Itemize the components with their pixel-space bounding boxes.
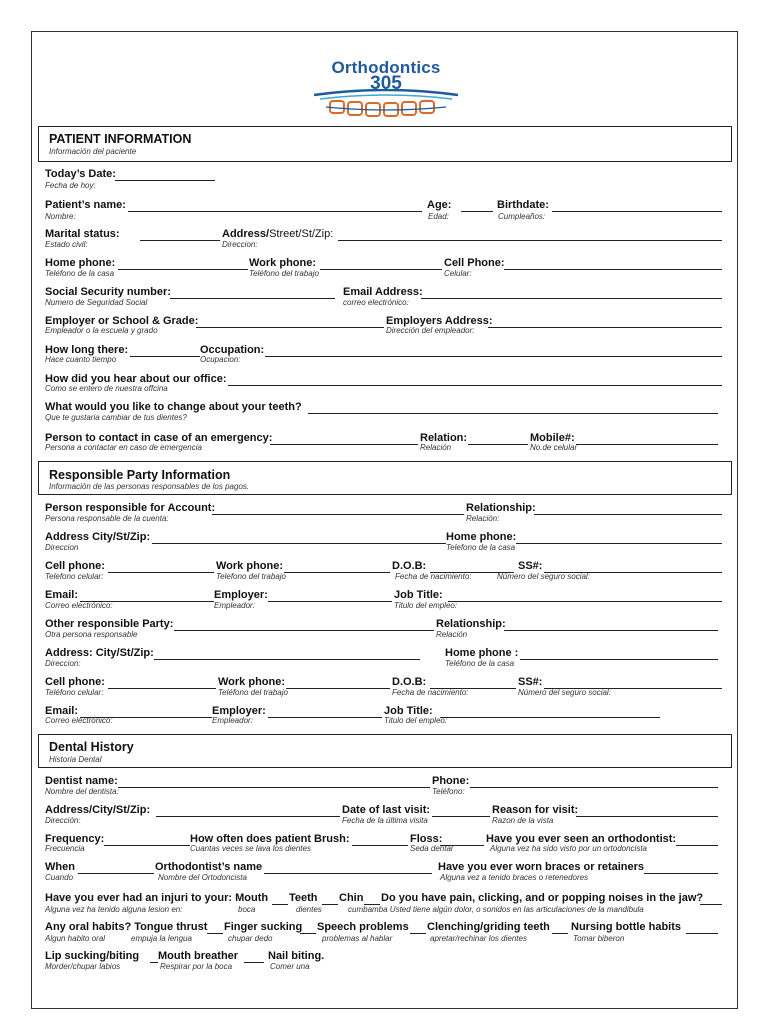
todays-date-sub: Fecha de hoy: bbox=[45, 181, 96, 190]
resp2-job-title-sub: Titulo del empleo: bbox=[384, 716, 448, 725]
braces-label: Have you ever worn braces or retainers bbox=[438, 861, 645, 873]
section-subtitle: Información del paciente bbox=[49, 147, 137, 156]
cell-phone-sub: Celular: bbox=[444, 269, 472, 278]
resp-home-phone-label: Home phone: bbox=[446, 531, 517, 543]
section-title: Dental History bbox=[49, 740, 134, 754]
resp-home-phone-field[interactable] bbox=[516, 543, 722, 544]
injury-mouth-label: Have you ever had an injuri to your: Mouth bbox=[45, 892, 269, 904]
resp2-home-phone-sub: Teléfono de la casa bbox=[445, 659, 515, 668]
resp2-job-title-label: Job Title: bbox=[384, 705, 433, 717]
tongue-thrust-field[interactable] bbox=[207, 933, 223, 934]
mobile-sub: No.de celular bbox=[530, 443, 578, 452]
todays-date-label: Today’s Date: bbox=[45, 168, 116, 180]
resp-ss-sub: Número del seguro social: bbox=[497, 572, 590, 581]
brush-label: How often does patient Brush: bbox=[190, 833, 350, 845]
resp-email-label: Email: bbox=[45, 589, 79, 601]
dentist-phone-sub: Teléfono: bbox=[432, 787, 465, 796]
mouth-breather-label: Mouth breather bbox=[158, 950, 239, 962]
logo-line1: Orthodontics bbox=[331, 58, 441, 77]
relationship2-sub: Relación bbox=[436, 630, 468, 639]
relationship2-label: Relationship: bbox=[436, 618, 506, 630]
resp2-address-label: Address: City/St/Zip: bbox=[45, 647, 154, 659]
injury-mouth-field[interactable] bbox=[272, 904, 288, 905]
injury-mouth-sub: boca bbox=[238, 905, 256, 914]
clenching-field[interactable] bbox=[552, 933, 568, 934]
dentist-address-label: Address/City/St/Zip: bbox=[45, 804, 151, 816]
lip-sucking-sub: Morder/chupar labios bbox=[45, 962, 121, 971]
jaw-noises-field[interactable] bbox=[700, 904, 722, 905]
employer-address-field[interactable] bbox=[488, 327, 722, 328]
resp2-job-title-field[interactable] bbox=[440, 717, 660, 718]
braces-smile-icon bbox=[306, 89, 466, 121]
jaw-noises-label: Do you have pain, clicking, and or popping noises in the jaw? bbox=[381, 892, 704, 904]
resp2-employer-label: Employer: bbox=[212, 705, 266, 717]
orthodontist-name-label: Orthodontist’s name bbox=[155, 861, 263, 873]
resp2-cell-sub: Teléfono celular: bbox=[45, 688, 104, 697]
speech-problems-label: Speech problems bbox=[317, 921, 409, 933]
emergency-contact-label: Person to contact in case of an emergency: bbox=[45, 432, 273, 444]
relationship2-field[interactable] bbox=[504, 630, 718, 631]
speech-problems-sub: problemas al hablar bbox=[322, 934, 393, 943]
dentist-name-field[interactable] bbox=[118, 787, 430, 788]
nail-biting-label: Nail biting. bbox=[268, 950, 325, 962]
employer-address-label: Employers Address: bbox=[386, 315, 493, 327]
when-label: When bbox=[45, 861, 75, 873]
relationship-field[interactable] bbox=[534, 514, 722, 515]
how-long-label: How long there: bbox=[45, 344, 129, 356]
last-visit-label: Date of last visit: bbox=[342, 804, 431, 816]
referral-field[interactable] bbox=[228, 385, 722, 386]
resp2-dob-label: D.O.B: bbox=[392, 676, 427, 688]
todays-date-field[interactable] bbox=[115, 180, 215, 181]
section-title: Responsible Party Information bbox=[49, 468, 231, 482]
when-field[interactable] bbox=[78, 873, 154, 874]
resp2-work-sub: Teléfono del trabajo bbox=[218, 688, 288, 697]
resp2-home-phone-field[interactable] bbox=[520, 659, 718, 660]
emergency-contact-sub: Persona a contactar en caso de emergencia bbox=[45, 443, 202, 452]
clenching-label: Clenching/griding teeth bbox=[427, 921, 550, 933]
change-teeth-sub: Que te gustaria cambiar de tus dientes? bbox=[45, 413, 187, 422]
address-sub: Direccion: bbox=[222, 240, 258, 249]
floss-sub: Seda dental bbox=[410, 844, 453, 853]
how-long-sub: Hace cuanto tiempo bbox=[45, 355, 117, 364]
resp2-employer-sub: Empleador: bbox=[212, 716, 253, 725]
work-phone-sub: Teléfono del trabajo bbox=[249, 269, 319, 278]
work-phone-label: Work phone: bbox=[249, 257, 317, 269]
visit-reason-sub: Razon de la vista bbox=[492, 816, 554, 825]
bottle-habits-sub: Tomar biberon bbox=[573, 934, 625, 943]
resp-dob-label: D.O.B: bbox=[392, 560, 427, 572]
resp-employer-field[interactable] bbox=[268, 601, 392, 602]
finger-sucking-label: Finger sucking bbox=[224, 921, 303, 933]
patient-name-sub: Nombre: bbox=[45, 212, 76, 221]
change-teeth-label: What would you like to change about your teeth? bbox=[45, 401, 302, 413]
brush-sub: Cuantas veces se lava los dientes bbox=[190, 844, 311, 853]
resp2-cell-label: Cell phone: bbox=[45, 676, 105, 688]
mobile-field[interactable] bbox=[576, 444, 718, 445]
resp2-employer-field[interactable] bbox=[268, 717, 382, 718]
employer-address-sub: Dirección del empleador: bbox=[386, 326, 475, 335]
ssn-label: Social Security number: bbox=[45, 286, 171, 298]
age-sub: Edad: bbox=[428, 212, 449, 221]
relation-label: Relation: bbox=[420, 432, 468, 444]
occupation-field[interactable] bbox=[265, 356, 722, 357]
relation-field[interactable] bbox=[468, 444, 528, 445]
seen-orthodontist-field[interactable] bbox=[676, 845, 718, 846]
relation-sub: Relación bbox=[420, 443, 452, 452]
seen-orthodontist-sub: Alguna vez ha sido visto por un ortodoncista bbox=[490, 844, 647, 853]
resp-job-title-label: Job Title: bbox=[394, 589, 443, 601]
marital-status-sub: Estado civil: bbox=[45, 240, 88, 249]
marital-status-field[interactable] bbox=[140, 240, 220, 241]
address-field[interactable] bbox=[338, 240, 722, 241]
occupation-sub: Ocupacion: bbox=[200, 355, 241, 364]
address-label: Address/Street/St/Zip: bbox=[222, 228, 334, 240]
relationship-sub: Relación: bbox=[466, 514, 500, 523]
email-sub: correo electrónico: bbox=[343, 298, 409, 307]
resp2-ss-label: SS#: bbox=[518, 676, 543, 688]
finger-sucking-field[interactable] bbox=[300, 933, 316, 934]
injury-teeth-field[interactable] bbox=[322, 904, 338, 905]
referral-label: How did you hear about our office: bbox=[45, 373, 227, 385]
section-title: PATIENT INFORMATION bbox=[49, 132, 192, 146]
resp2-home-phone-label: Home phone : bbox=[445, 647, 519, 659]
dentist-phone-label: Phone: bbox=[432, 775, 470, 787]
resp-address-field[interactable] bbox=[152, 543, 446, 544]
bottle-habits-field[interactable] bbox=[686, 933, 718, 934]
dentist-name-label: Dentist name: bbox=[45, 775, 118, 787]
patient-info-header bbox=[38, 126, 732, 162]
logo-line2: 305 bbox=[370, 73, 402, 94]
speech-problems-field[interactable] bbox=[410, 933, 426, 934]
birthdate-label: Birthdate: bbox=[497, 199, 549, 211]
other-party-sub: Otra persona responsable bbox=[45, 630, 138, 639]
resp-employer-sub: Empleador: bbox=[214, 601, 255, 610]
injury-jaw-sub: cumbamba Usted tiene algún dolor, o sonidos en las articulaciones de la mandibula bbox=[348, 905, 644, 914]
employer-field[interactable] bbox=[196, 327, 384, 328]
other-party-field[interactable] bbox=[174, 630, 434, 631]
responsible-person-label: Person responsible for Account: bbox=[45, 502, 216, 514]
oral-habits-label: Any oral habits? Tongue thrust bbox=[45, 921, 208, 933]
bottle-habits-label: Nursing bottle habits bbox=[571, 921, 681, 933]
patient-name-field[interactable] bbox=[128, 211, 422, 212]
email-label: Email Address: bbox=[343, 286, 423, 298]
resp-work-sub: Telefono del trabajo bbox=[216, 572, 286, 581]
resp2-dob-sub: Fecha de nacimiento: bbox=[392, 688, 469, 697]
brush-field[interactable] bbox=[352, 845, 408, 846]
resp-email-sub: Correo electrónico: bbox=[45, 601, 113, 610]
finger-sucking-sub: chupar dedo bbox=[228, 934, 273, 943]
resp-cell-field[interactable] bbox=[108, 572, 214, 573]
responsible-person-field[interactable] bbox=[212, 514, 464, 515]
injury-teeth-sub: dientes bbox=[296, 905, 322, 914]
resp2-email-label: Email: bbox=[45, 705, 79, 717]
mouth-breather-field[interactable] bbox=[244, 962, 264, 963]
frequency-field[interactable] bbox=[104, 845, 190, 846]
last-visit-field[interactable] bbox=[432, 816, 490, 817]
dental-history-header bbox=[38, 734, 732, 768]
home-phone-field[interactable] bbox=[118, 269, 248, 270]
ssn-sub: Numero de Seguridad Social bbox=[45, 298, 148, 307]
home-phone-sub: Teléfono de la casa bbox=[45, 269, 115, 278]
injury-sub: Alguna vez ha tenido alguna lesion en: bbox=[45, 905, 183, 914]
occupation-label: Occupation: bbox=[200, 344, 265, 356]
injury-teeth-label: Teeth bbox=[289, 892, 318, 904]
cell-phone-field[interactable] bbox=[504, 269, 722, 270]
referral-sub: Como se entero de nuestra offcina bbox=[45, 384, 168, 393]
orthodontist-name-sub: Nombre del Ortodoncista bbox=[158, 873, 247, 882]
dentist-name-sub: Nombre del dentista: bbox=[45, 787, 119, 796]
mobile-label: Mobile#: bbox=[530, 432, 575, 444]
resp2-work-label: Work phone: bbox=[218, 676, 286, 688]
resp-address-sub: Direccion bbox=[45, 543, 79, 552]
resp2-ss-sub: Número del seguro social: bbox=[518, 688, 611, 697]
resp2-address-sub: Direccion: bbox=[45, 659, 81, 668]
section-subtitle: Historia Dental bbox=[49, 755, 102, 764]
home-phone-label: Home phone: bbox=[45, 257, 116, 269]
dentist-address-field[interactable] bbox=[156, 816, 340, 817]
frequency-label: Frequency: bbox=[45, 833, 105, 845]
resp2-work-field[interactable] bbox=[286, 688, 390, 689]
nail-biting-sub: Comer una bbox=[270, 962, 310, 971]
ssn-field[interactable] bbox=[170, 298, 335, 299]
other-party-label: Other responsible Party: bbox=[45, 618, 174, 630]
emergency-contact-field[interactable] bbox=[270, 444, 418, 445]
resp2-email-sub: Correo electrónico: bbox=[45, 716, 113, 725]
age-field[interactable] bbox=[461, 211, 493, 212]
resp-job-title-field[interactable] bbox=[448, 601, 722, 602]
lip-sucking-field[interactable] bbox=[150, 962, 158, 963]
when-sub: Cuando bbox=[45, 873, 74, 882]
frequency-sub: Frecuencia bbox=[45, 844, 85, 853]
last-visit-sub: Fecha de la última visita bbox=[342, 816, 428, 825]
resp2-cell-field[interactable] bbox=[108, 688, 216, 689]
seen-orthodontist-label: Have you ever seen an orthodontist: bbox=[486, 833, 677, 845]
dentist-address-sub: Dirección: bbox=[45, 816, 81, 825]
responsible-party-header bbox=[38, 461, 732, 495]
clenching-sub: apretar/rechinar los dientes bbox=[430, 934, 527, 943]
birthdate-sub: Cumpleaños: bbox=[498, 212, 546, 221]
oral-habits-sub: Algun habito oral bbox=[45, 934, 106, 943]
resp-employer-label: Employer: bbox=[214, 589, 268, 601]
email-field[interactable] bbox=[421, 298, 722, 299]
marital-status-label: Marital status: bbox=[45, 228, 120, 240]
change-teeth-field[interactable] bbox=[308, 413, 718, 414]
responsible-person-sub: Persona responsable de la cuenta: bbox=[45, 514, 169, 523]
relationship-label: Relationship: bbox=[466, 502, 536, 514]
age-label: Age: bbox=[427, 199, 452, 211]
lip-sucking-label: Lip sucking/biting bbox=[45, 950, 140, 962]
braces-sub: Alguna vez a tenido braces o retenedores bbox=[440, 873, 589, 882]
employer-label: Employer or School & Grade: bbox=[45, 315, 199, 327]
how-long-field[interactable] bbox=[130, 356, 200, 357]
orthodontist-name-field[interactable] bbox=[264, 873, 432, 874]
resp-ss-label: SS#: bbox=[518, 560, 543, 572]
mouth-breather-sub: Respirar por la boca bbox=[160, 962, 233, 971]
resp-dob-sub: Fecha de nacimiento: bbox=[395, 572, 472, 581]
patient-name-label: Patient’s name: bbox=[45, 199, 126, 211]
visit-reason-field[interactable] bbox=[576, 816, 718, 817]
resp-work-field[interactable] bbox=[284, 572, 390, 573]
tongue-thrust-sub: empuja la lengua bbox=[131, 934, 192, 943]
resp2-address-field[interactable] bbox=[154, 659, 420, 660]
resp-cell-sub: Telefono celular: bbox=[45, 572, 104, 581]
cell-phone-label: Cell Phone: bbox=[444, 257, 505, 269]
resp-address-label: Address City/St/Zip: bbox=[45, 531, 151, 543]
resp-cell-label: Cell phone: bbox=[45, 560, 105, 572]
birthdate-field[interactable] bbox=[552, 211, 722, 212]
visit-reason-label: Reason for visit: bbox=[492, 804, 579, 816]
resp-work-label: Work phone: bbox=[216, 560, 284, 572]
floss-label: Floss: bbox=[410, 833, 443, 845]
clinic-logo bbox=[306, 58, 466, 120]
section-subtitle: Información de las personas responsables de los pagos. bbox=[49, 482, 250, 491]
resp-job-title-sub: Titulo del empleo: bbox=[394, 601, 458, 610]
dentist-phone-field[interactable] bbox=[470, 787, 718, 788]
work-phone-field[interactable] bbox=[320, 269, 442, 270]
employer-sub: Empleador o la escuela y grado bbox=[45, 326, 158, 335]
injury-chin-label: Chin bbox=[339, 892, 364, 904]
braces-field[interactable] bbox=[644, 873, 718, 874]
resp-home-phone-sub: Telefono de la casa bbox=[446, 543, 516, 552]
